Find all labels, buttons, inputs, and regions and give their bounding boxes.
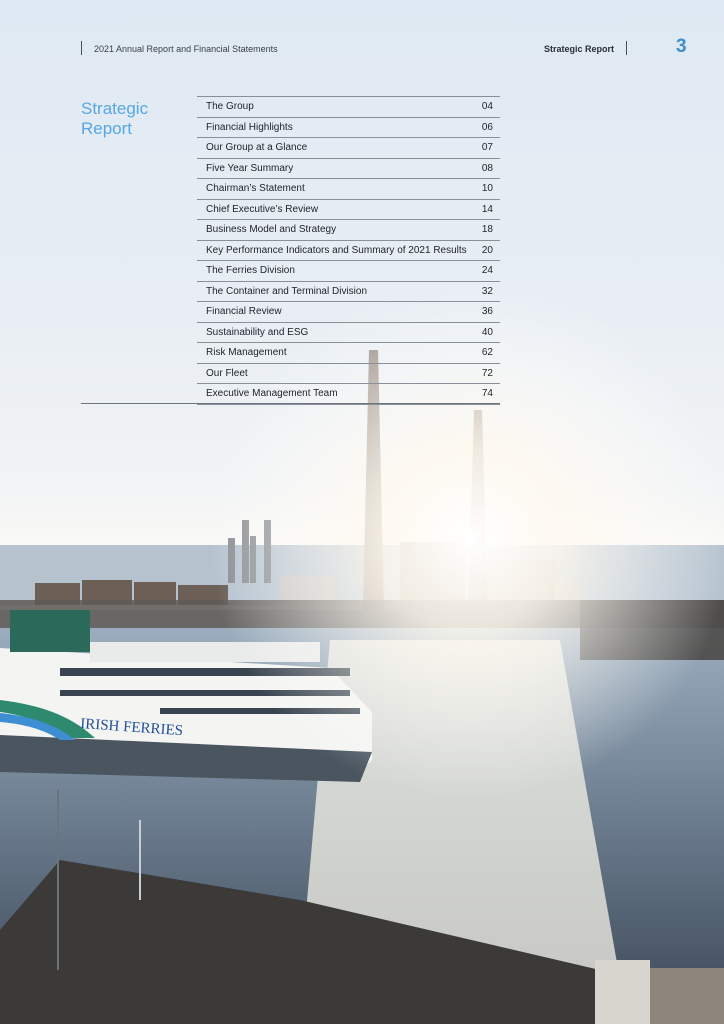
- section-name: Strategic Report: [543, 44, 614, 54]
- toc-item-page: 04: [481, 101, 493, 113]
- toc-item-page: 10: [481, 183, 493, 195]
- toc-item-title: Chairman’s Statement: [206, 183, 305, 195]
- toc-item-title: The Ferries Division: [206, 265, 295, 277]
- toc-row[interactable]: [197, 241, 500, 262]
- toc-row[interactable]: [197, 118, 500, 139]
- toc-item-page: 08: [481, 162, 493, 174]
- toc-item-page: 74: [481, 388, 493, 400]
- toc-item-page: 14: [481, 203, 493, 215]
- toc-bottom-rule: [81, 403, 500, 404]
- report-title-text: 2021 Annual Report and Financial Statements: [94, 44, 278, 54]
- toc-item-page: 36: [481, 306, 493, 318]
- toc-row[interactable]: [197, 220, 500, 241]
- page-number: 3: [676, 36, 687, 57]
- toc-row[interactable]: [197, 323, 500, 344]
- toc-item-title: Sustainability and ESG: [206, 326, 309, 338]
- toc-item-title: Our Group at a Glance: [206, 142, 308, 154]
- toc-item-title: Our Fleet: [206, 367, 248, 379]
- toc-item-title: Executive Management Team: [206, 388, 338, 400]
- toc-item-title: Key Performance Indicators and Summary of 2021 Results: [206, 244, 467, 256]
- toc-item-title: The Group: [206, 101, 254, 113]
- table-of-contents: [197, 96, 500, 405]
- toc-row[interactable]: [197, 261, 500, 282]
- section-heading: Strategic Report: [81, 99, 149, 138]
- toc-item-page: 72: [481, 367, 493, 379]
- toc-row[interactable]: [197, 343, 500, 364]
- toc-item-page: 40: [481, 326, 493, 338]
- toc-row[interactable]: [197, 138, 500, 159]
- toc-item-page: 06: [481, 121, 493, 133]
- toc-item-title: Financial Review: [206, 306, 282, 318]
- toc-item-title: Business Model and Strategy: [206, 224, 337, 236]
- toc-item-page: 32: [481, 285, 493, 297]
- toc-row[interactable]: [197, 200, 500, 221]
- toc-row[interactable]: [197, 97, 500, 118]
- toc-row[interactable]: [197, 384, 500, 405]
- toc-item-page: 18: [481, 224, 493, 236]
- toc-row[interactable]: [197, 302, 500, 323]
- toc-item-title: The Container and Terminal Division: [206, 285, 368, 297]
- toc-item-title: Financial Highlights: [206, 121, 293, 133]
- toc-row[interactable]: [197, 364, 500, 385]
- toc-item-title: Chief Executive’s Review: [206, 203, 319, 215]
- header-divider: [626, 41, 627, 55]
- toc-item-title: Five Year Summary: [206, 162, 294, 174]
- toc-item-page: 20: [481, 244, 493, 256]
- toc-item-title: Risk Management: [206, 347, 287, 359]
- toc-row[interactable]: [197, 179, 500, 200]
- toc-row[interactable]: [197, 159, 500, 180]
- toc-item-page: 24: [481, 265, 493, 277]
- toc-item-page: 62: [481, 347, 493, 359]
- report-title: [82, 44, 278, 54]
- toc-item-page: 07: [481, 142, 493, 154]
- toc-row[interactable]: [197, 282, 500, 303]
